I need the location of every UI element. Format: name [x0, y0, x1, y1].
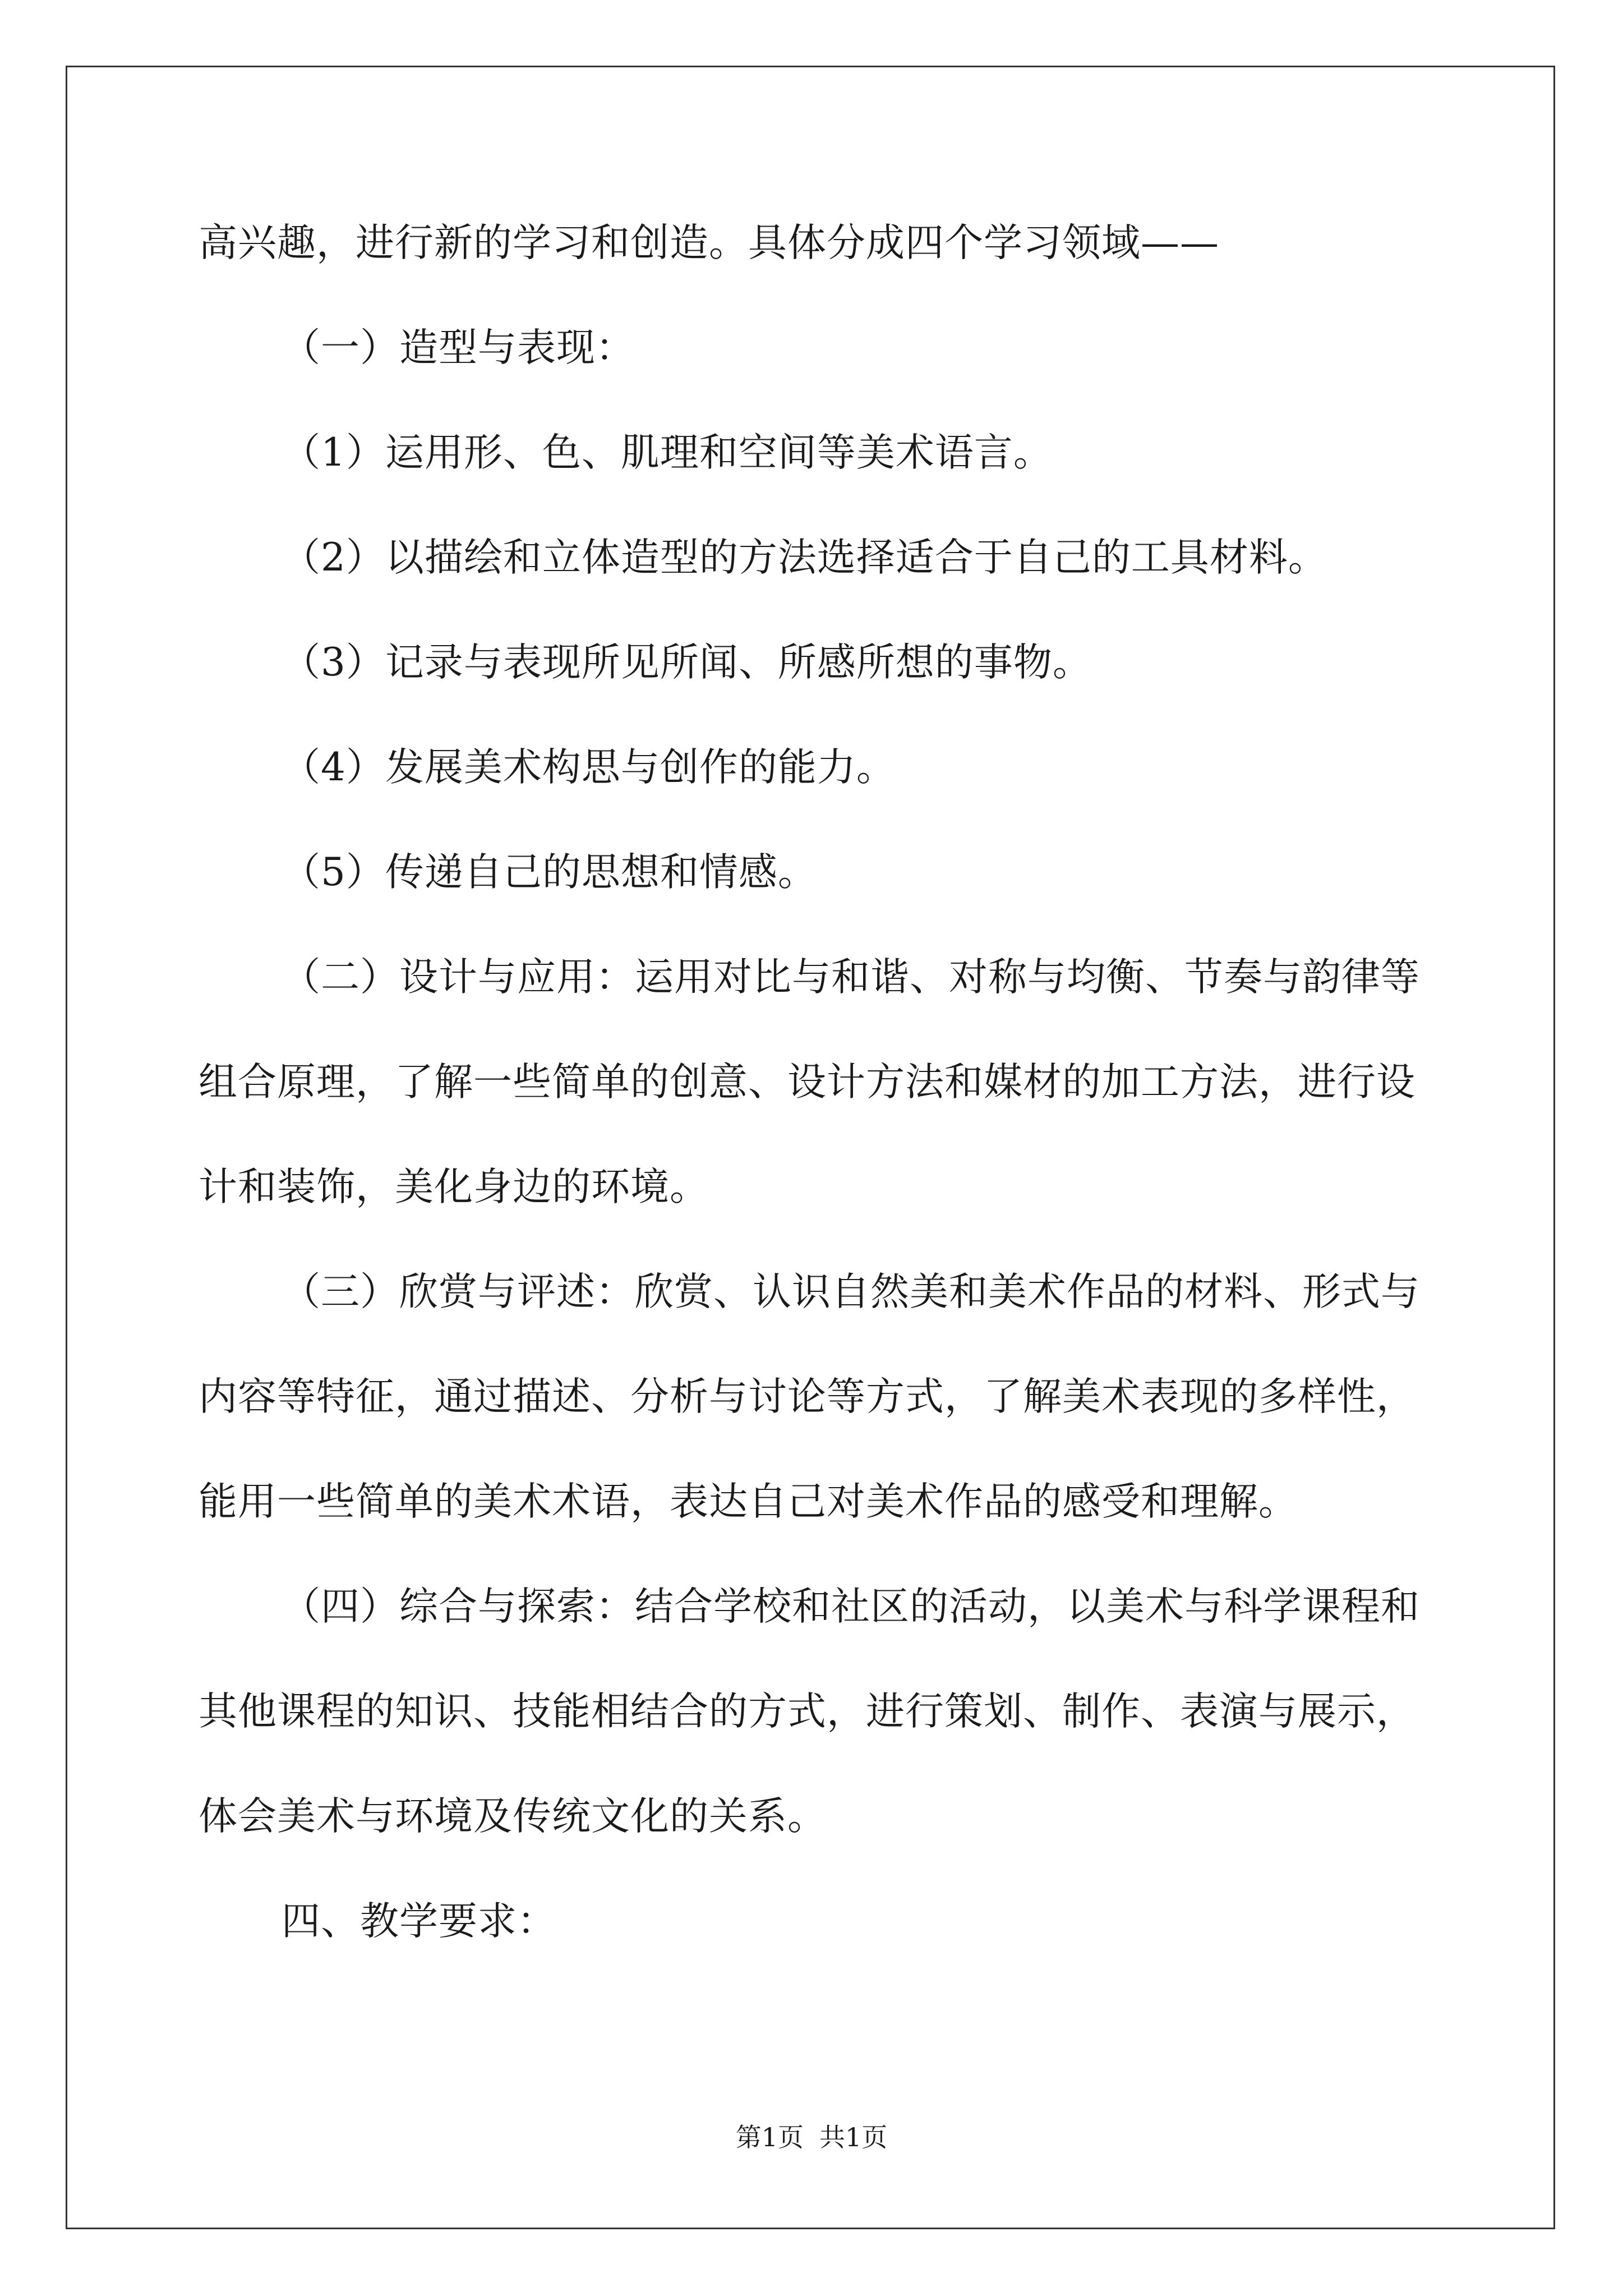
page-number-total: 共1页 — [819, 2122, 888, 2152]
paragraph-11: 四、教学要求： — [282, 1899, 556, 1944]
document-body — [199, 191, 1432, 1974]
paragraph-8: （二）设计与应用：运用对比与和谐、对称与均衡、节奏与韵律等组合原理，了解一些简单的创意、设计方法和媒材的加工方法，进行设计和装饰，美化身边的环境。 — [199, 955, 1420, 1209]
paragraph-10: （四）综合与探索：结合学校和社区的活动，以美术与科学课程和其他课程的知识、技能相结合的方式，进行策划、制作、表演与展示，体会美术与环境及传统文化的关系。 — [199, 1584, 1420, 1839]
paragraph-9: （三）欣赏与评述：欣赏、认识自然美和美术作品的材料、形式与内容等特征，通过描述、分析与讨论等方式，了解美术表现的多样性，能用一些简单的美术术语，表达自己对美术作品的感受和理解。 — [199, 1269, 1420, 1524]
paragraph-7: （5）传递自己的思想和情感。 — [282, 850, 817, 895]
paragraph-2: （一）造型与表现： — [282, 325, 635, 370]
page-number-current: 第1页 — [735, 2122, 804, 2152]
paragraph-1: 高兴趣，进行新的学习和创造。具体分成四个学习领域—— — [199, 220, 1219, 265]
page-footer — [0, 2117, 1623, 2154]
paragraph-4: （2）以描绘和立体造型的方法选择适合于自己的工具材料。 — [282, 535, 1327, 580]
paragraph-6: （4）发展美术构思与创作的能力。 — [282, 745, 896, 790]
paragraph-5: （3）记录与表现所见所闻、所感所想的事物。 — [282, 640, 1092, 685]
paragraph-3: （1）运用形、色、肌理和空间等美术语言。 — [282, 430, 1053, 475]
